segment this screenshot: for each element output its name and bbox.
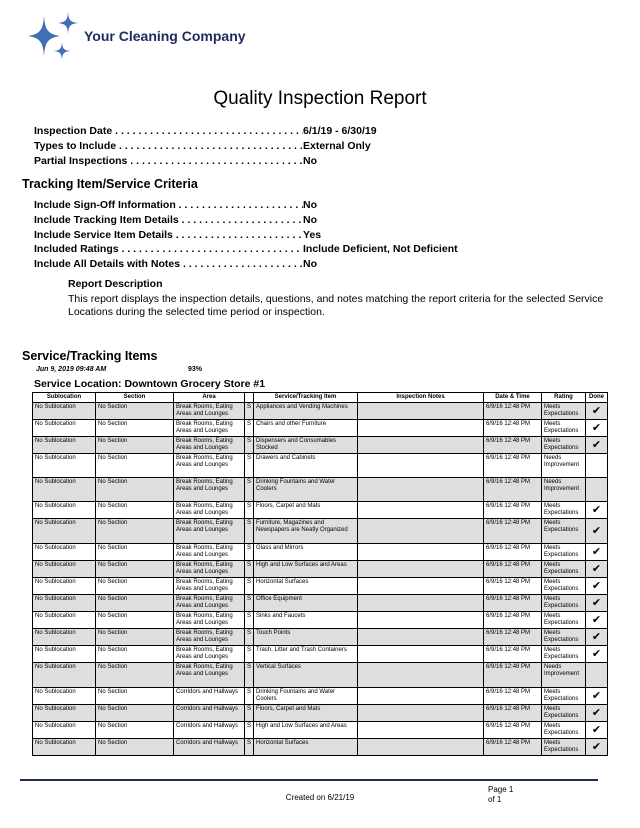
cell-date-time: 6/9/16 12:48 PM: [484, 646, 542, 663]
cell-rating: Meets Expectations: [542, 705, 586, 722]
cell-type: S: [245, 437, 254, 454]
cell-inspection-notes: [358, 403, 484, 420]
cell-type: S: [245, 502, 254, 519]
checkmark-icon: [586, 454, 608, 478]
cell-service-item: High and Low Surfaces and Areas: [254, 722, 358, 739]
footer-rule: [20, 779, 598, 781]
cell-date-time: 6/9/16 12:48 PM: [484, 578, 542, 595]
cell-date-time: 6/9/16 12:48 PM: [484, 612, 542, 629]
cell-section: No Section: [96, 739, 174, 756]
checkmark-icon: ✔: [586, 722, 608, 739]
table-row: [33, 519, 608, 544]
cell-section: No Section: [96, 722, 174, 739]
cell-area: Break Rooms, Eating Areas and Lounges: [174, 595, 245, 612]
cell-inspection-notes: [358, 595, 484, 612]
cell-service-item: Office Equipment: [254, 595, 358, 612]
cell-sublocation: No Sublocation: [33, 663, 96, 688]
cell-sublocation: No Sublocation: [33, 595, 96, 612]
table-row: [33, 595, 608, 612]
cell-inspection-notes: [358, 502, 484, 519]
cell-section: No Section: [96, 502, 174, 519]
cell-rating: Meets Expectations: [542, 722, 586, 739]
cell-area: Break Rooms, Eating Areas and Lounges: [174, 629, 245, 646]
cell-inspection-notes: [358, 561, 484, 578]
inspection-datetime: Jun 9, 2019 09:48 AM: [36, 366, 107, 373]
cell-sublocation: No Sublocation: [33, 646, 96, 663]
cell-rating: Meets Expectations: [542, 403, 586, 420]
criteria-tracking-details: Include Tracking Item Details . . . No: [34, 213, 317, 227]
cell-sublocation: No Sublocation: [33, 688, 96, 705]
cell-section: No Section: [96, 629, 174, 646]
cell-sublocation: No Sublocation: [33, 478, 96, 502]
cell-date-time: 6/9/16 12:48 PM: [484, 595, 542, 612]
table-row: [33, 688, 608, 705]
cell-service-item: Drinking Fountains and Water Coolers: [254, 688, 358, 705]
cell-inspection-notes: [358, 519, 484, 544]
cell-service-item: Touch Points: [254, 629, 358, 646]
col-area: Area: [174, 393, 245, 403]
checkmark-icon: ✔: [586, 519, 608, 544]
cell-sublocation: No Sublocation: [33, 502, 96, 519]
cell-section: No Section: [96, 705, 174, 722]
cell-rating: Needs Improvement: [542, 478, 586, 502]
cell-rating: Meets Expectations: [542, 519, 586, 544]
cell-area: Corridors and Hallways: [174, 739, 245, 756]
cell-area: Break Rooms, Eating Areas and Lounges: [174, 454, 245, 478]
checkmark-icon: [586, 478, 608, 502]
checkmark-icon: ✔: [586, 612, 608, 629]
col-date-time: Date & Time: [484, 393, 542, 403]
cell-service-item: Horizontal Surfaces: [254, 739, 358, 756]
report-description-heading: Report Description: [68, 278, 163, 290]
criteria-inspection-date: Inspection Date . . . 6/1/19 - 6/30/19: [34, 124, 377, 138]
cell-inspection-notes: [358, 705, 484, 722]
table-row: [33, 578, 608, 595]
cell-area: Break Rooms, Eating Areas and Lounges: [174, 437, 245, 454]
table-row: [33, 454, 608, 478]
checkmark-icon: ✔: [586, 629, 608, 646]
cell-section: No Section: [96, 403, 174, 420]
table-row: [33, 629, 608, 646]
cell-inspection-notes: [358, 722, 484, 739]
cell-date-time: 6/9/16 12:48 PM: [484, 663, 542, 688]
cell-type: S: [245, 544, 254, 561]
table-row: [33, 420, 608, 437]
cell-type: S: [245, 705, 254, 722]
checkmark-icon: ✔: [586, 578, 608, 595]
cell-rating: Meets Expectations: [542, 646, 586, 663]
cell-rating: Meets Expectations: [542, 688, 586, 705]
cell-area: Break Rooms, Eating Areas and Lounges: [174, 561, 245, 578]
col-section: Section: [96, 393, 174, 403]
cell-sublocation: No Sublocation: [33, 420, 96, 437]
cell-inspection-notes: [358, 688, 484, 705]
cell-type: S: [245, 478, 254, 502]
cell-area: Corridors and Hallways: [174, 722, 245, 739]
col-rating: Rating: [542, 393, 586, 403]
cell-section: No Section: [96, 578, 174, 595]
cell-section: No Section: [96, 519, 174, 544]
cell-rating: Meets Expectations: [542, 739, 586, 756]
cell-sublocation: No Sublocation: [33, 561, 96, 578]
cell-type: S: [245, 688, 254, 705]
cell-sublocation: No Sublocation: [33, 629, 96, 646]
cell-section: No Section: [96, 663, 174, 688]
cell-service-item: Chairs and other Furniture: [254, 420, 358, 437]
table-row: [33, 561, 608, 578]
cell-type: S: [245, 722, 254, 739]
cell-inspection-notes: [358, 454, 484, 478]
cell-inspection-notes: [358, 646, 484, 663]
cell-service-item: Sinks and Faucets: [254, 612, 358, 629]
cell-service-item: Furniture, Magazines and Newspapers are Neatly Organized: [254, 519, 358, 544]
col-inspection-notes: Inspection Notes: [358, 393, 484, 403]
cell-section: No Section: [96, 688, 174, 705]
cell-area: Break Rooms, Eating Areas and Lounges: [174, 578, 245, 595]
checkmark-icon: ✔: [586, 595, 608, 612]
cell-section: No Section: [96, 437, 174, 454]
cell-area: Break Rooms, Eating Areas and Lounges: [174, 612, 245, 629]
criteria-included-ratings: Included Ratings . . . Include Deficient, Not Deficient: [34, 242, 458, 256]
checkmark-icon: ✔: [586, 739, 608, 756]
table-row: [33, 544, 608, 561]
cell-service-item: High and Low Surfaces and Areas: [254, 561, 358, 578]
table-row: [33, 663, 608, 688]
cell-area: Corridors and Hallways: [174, 705, 245, 722]
cell-date-time: 6/9/16 12:48 PM: [484, 502, 542, 519]
footer-page-number: Page 1 of 1: [488, 785, 514, 804]
cell-date-time: 6/9/16 12:48 PM: [484, 722, 542, 739]
cell-service-item: Vertical Surfaces: [254, 663, 358, 688]
table-row: [33, 502, 608, 519]
cell-section: No Section: [96, 420, 174, 437]
table-header-row: [33, 393, 608, 403]
table-row: [33, 705, 608, 722]
cell-area: Corridors and Hallways: [174, 688, 245, 705]
cell-service-item: Horizontal Surfaces: [254, 578, 358, 595]
table-row: [33, 478, 608, 502]
cell-area: Break Rooms, Eating Areas and Lounges: [174, 478, 245, 502]
report-title: Quality Inspection Report: [213, 88, 427, 109]
cell-section: No Section: [96, 478, 174, 502]
cell-inspection-notes: [358, 544, 484, 561]
cell-date-time: 6/9/16 12:48 PM: [484, 561, 542, 578]
cell-service-item: Floors, Carpet and Mats: [254, 502, 358, 519]
cell-area: Break Rooms, Eating Areas and Lounges: [174, 403, 245, 420]
cell-service-item: Floors, Carpet and Mats: [254, 705, 358, 722]
tracking-section-title: Tracking Item/Service Criteria: [22, 177, 198, 191]
checkmark-icon: ✔: [586, 705, 608, 722]
cell-type: S: [245, 663, 254, 688]
cell-rating: Meets Expectations: [542, 612, 586, 629]
checkmark-icon: ✔: [586, 502, 608, 519]
cell-inspection-notes: [358, 420, 484, 437]
col-type: [245, 393, 254, 403]
cell-inspection-notes: [358, 612, 484, 629]
cell-sublocation: No Sublocation: [33, 437, 96, 454]
cell-type: S: [245, 595, 254, 612]
cell-service-item: Appliances and Vending Machines: [254, 403, 358, 420]
cell-rating: Meets Expectations: [542, 629, 586, 646]
cell-sublocation: No Sublocation: [33, 519, 96, 544]
table-row: [33, 739, 608, 756]
cell-date-time: 6/9/16 12:48 PM: [484, 420, 542, 437]
criteria-types-to-include: Types to Include . . . External Only: [34, 139, 371, 153]
cell-type: S: [245, 646, 254, 663]
cell-type: S: [245, 403, 254, 420]
checkmark-icon: ✔: [586, 403, 608, 420]
criteria-partial-inspections: Partial Inspections . . . No: [34, 154, 317, 168]
cell-area: Break Rooms, Eating Areas and Lounges: [174, 420, 245, 437]
cell-rating: Meets Expectations: [542, 502, 586, 519]
cell-date-time: 6/9/16 12:48 PM: [484, 688, 542, 705]
criteria-details-with-notes: Include All Details with Notes . . . No: [34, 257, 317, 271]
cell-rating: Meets Expectations: [542, 561, 586, 578]
cell-inspection-notes: [358, 578, 484, 595]
cell-section: No Section: [96, 595, 174, 612]
cell-date-time: 6/9/16 12:48 PM: [484, 519, 542, 544]
footer-created: Created on 6/21/19: [285, 793, 355, 802]
cell-inspection-notes: [358, 629, 484, 646]
cell-section: No Section: [96, 612, 174, 629]
cell-area: Break Rooms, Eating Areas and Lounges: [174, 502, 245, 519]
cell-sublocation: No Sublocation: [33, 739, 96, 756]
cell-area: Break Rooms, Eating Areas and Lounges: [174, 544, 245, 561]
cell-date-time: 6/9/16 12:48 PM: [484, 739, 542, 756]
inspection-score: 93%: [188, 366, 203, 373]
cell-sublocation: No Sublocation: [33, 403, 96, 420]
cell-rating: Meets Expectations: [542, 544, 586, 561]
cell-date-time: 6/9/16 12:48 PM: [484, 437, 542, 454]
cell-type: S: [245, 629, 254, 646]
cell-rating: Needs Improvement: [542, 663, 586, 688]
cell-section: No Section: [96, 454, 174, 478]
cell-sublocation: No Sublocation: [33, 612, 96, 629]
checkmark-icon: ✔: [586, 544, 608, 561]
cell-sublocation: No Sublocation: [33, 705, 96, 722]
checkmark-icon: ✔: [586, 437, 608, 454]
cell-type: S: [245, 420, 254, 437]
cell-section: No Section: [96, 646, 174, 663]
cell-area: Break Rooms, Eating Areas and Lounges: [174, 663, 245, 688]
cell-date-time: 6/9/16 12:48 PM: [484, 454, 542, 478]
table-row: [33, 437, 608, 454]
service-section-title: Service/Tracking Items: [22, 349, 158, 363]
cell-sublocation: No Sublocation: [33, 722, 96, 739]
cell-section: No Section: [96, 561, 174, 578]
cell-rating: Needs Improvement: [542, 454, 586, 478]
table-row: [33, 722, 608, 739]
cell-type: S: [245, 454, 254, 478]
cell-date-time: 6/9/16 12:48 PM: [484, 705, 542, 722]
cell-type: S: [245, 739, 254, 756]
cell-service-item: Dispensers and Consumables Stocked: [254, 437, 358, 454]
criteria-sign-off: Include Sign-Off Information . . . No: [34, 198, 317, 212]
cell-area: Break Rooms, Eating Areas and Lounges: [174, 519, 245, 544]
checkmark-icon: ✔: [586, 646, 608, 663]
cell-type: S: [245, 519, 254, 544]
cell-section: No Section: [96, 544, 174, 561]
cell-date-time: 6/9/16 12:48 PM: [484, 478, 542, 502]
cell-service-item: Drawers and Cabinets: [254, 454, 358, 478]
cell-date-time: 6/9/16 12:48 PM: [484, 403, 542, 420]
cell-rating: Meets Expectations: [542, 595, 586, 612]
checkmark-icon: ✔: [586, 688, 608, 705]
checkmark-icon: [586, 663, 608, 688]
cell-rating: Meets Expectations: [542, 578, 586, 595]
cell-sublocation: No Sublocation: [33, 578, 96, 595]
cell-area: Break Rooms, Eating Areas and Lounges: [174, 646, 245, 663]
checkmark-icon: ✔: [586, 561, 608, 578]
table-row: [33, 612, 608, 629]
table-row: [33, 403, 608, 420]
criteria-service-details: Include Service Item Details . . . Yes: [34, 228, 321, 242]
cell-sublocation: No Sublocation: [33, 454, 96, 478]
cell-date-time: 6/9/16 12:48 PM: [484, 544, 542, 561]
col-done: Done: [586, 393, 608, 403]
report-description-text: This report displays the inspection details, questions, and notes matching the report criteria for the selected Service Locations during the selected time period or inspection.: [68, 293, 604, 318]
cell-date-time: 6/9/16 12:48 PM: [484, 629, 542, 646]
table-row: [33, 646, 608, 663]
company-name: Your Cleaning Company: [84, 28, 246, 44]
cell-inspection-notes: [358, 663, 484, 688]
cell-inspection-notes: [358, 478, 484, 502]
cell-service-item: Trash, Litter and Trash Containers: [254, 646, 358, 663]
cell-inspection-notes: [358, 739, 484, 756]
col-service-item: Service/Tracking Item: [254, 393, 358, 403]
sparkle-stars-icon: [24, 10, 84, 68]
cell-type: S: [245, 612, 254, 629]
cell-service-item: Glass and Mirrors: [254, 544, 358, 561]
cell-rating: Meets Expectations: [542, 437, 586, 454]
cell-type: S: [245, 578, 254, 595]
checkmark-icon: ✔: [586, 420, 608, 437]
cell-type: S: [245, 561, 254, 578]
cell-service-item: Drinking Fountains and Water Coolers: [254, 478, 358, 502]
cell-rating: Meets Expectations: [542, 420, 586, 437]
col-sublocation: Sublocation: [33, 393, 96, 403]
cell-inspection-notes: [358, 437, 484, 454]
service-location: Service Location: Downtown Grocery Store #1: [34, 378, 266, 390]
cell-sublocation: No Sublocation: [33, 544, 96, 561]
inspection-table: [32, 392, 608, 756]
